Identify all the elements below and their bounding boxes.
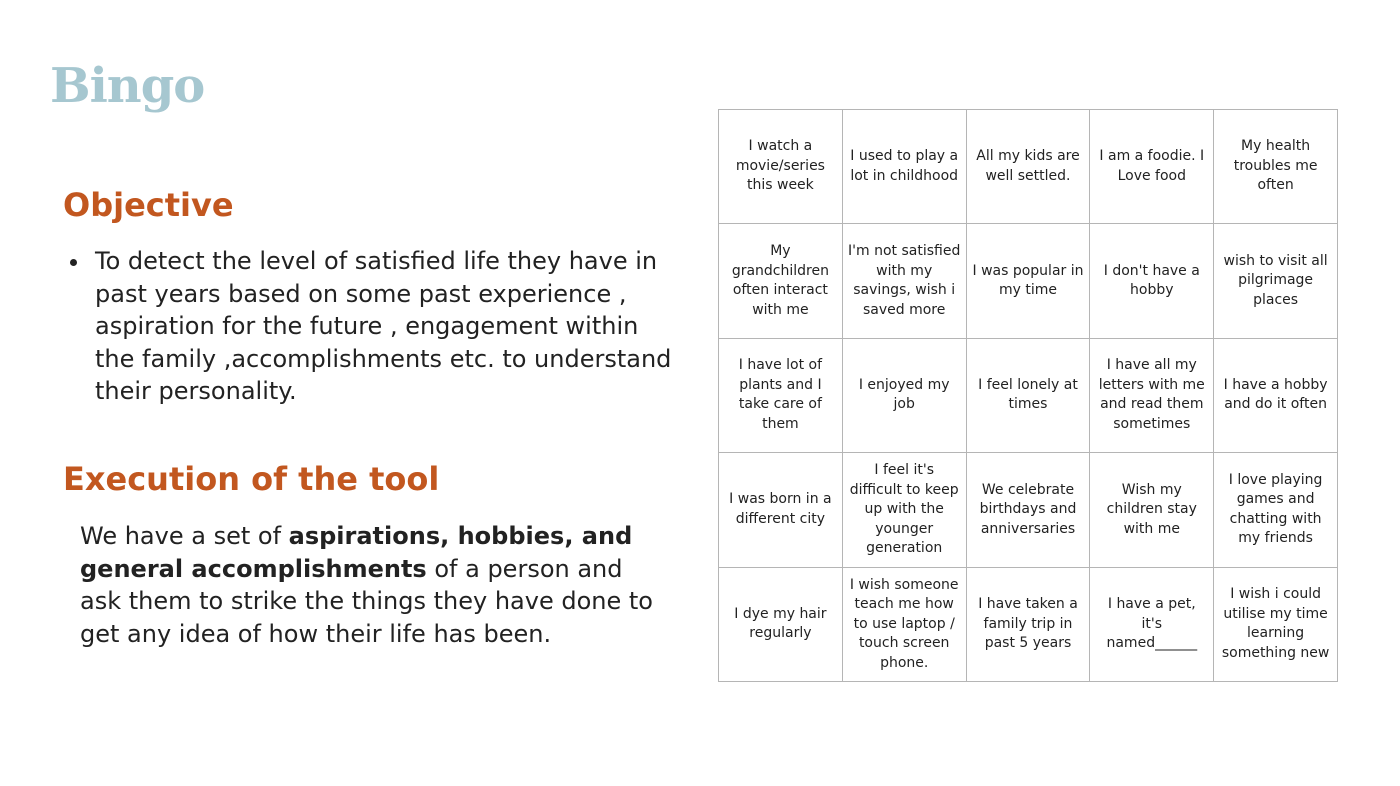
objective-bullet-item	[68, 245, 678, 408]
execution-text-after: of a person and ask them to strike the things they have done to get any idea of how their life has been.	[80, 554, 653, 648]
bingo-cell[interactable]	[1090, 224, 1214, 338]
bingo-cell-text: I love playing games and chatting with my friends	[1228, 471, 1323, 547]
bingo-cell-text: I feel it's difficult to keep up with the younger generation	[849, 462, 959, 557]
bingo-cell-text: I have a pet, it's named______	[1106, 596, 1198, 652]
bingo-cell-text: I have a hobby and do it often	[1223, 376, 1328, 413]
bingo-cell-text: I was born in a different city	[729, 491, 832, 527]
bingo-cell[interactable]	[843, 110, 967, 224]
bingo-cell[interactable]	[1214, 339, 1338, 453]
bingo-cell-text: I don't have a hobby	[1103, 262, 1200, 299]
bingo-grid	[718, 109, 1338, 682]
bingo-cell[interactable]	[1214, 110, 1338, 224]
bingo-cell[interactable]	[843, 568, 967, 682]
bingo-cell[interactable]	[719, 568, 843, 682]
bingo-cell-text: I was popular in my time	[972, 262, 1084, 299]
bingo-cell[interactable]	[967, 110, 1091, 224]
bingo-cell[interactable]	[967, 568, 1091, 682]
bingo-cell-text: I wish someone teach me how to use laptop / touch screen phone.	[849, 576, 959, 671]
bingo-cell-text: I watch a movie/series this week	[735, 138, 825, 194]
objective-heading: Objective	[63, 186, 234, 224]
bingo-cell[interactable]	[967, 224, 1091, 338]
bingo-cell-text: I have all my letters with me and read them sometimes	[1098, 357, 1205, 432]
execution-paragraph	[80, 520, 670, 650]
bingo-cell-text: I used to play a lot in childhood	[850, 148, 959, 184]
bingo-cell-text: I have taken a family trip in past 5 years	[978, 596, 1078, 652]
bingo-cell-text: I am a foodie. I Love food	[1099, 148, 1205, 184]
bingo-cell-text: My health troubles me often	[1233, 138, 1318, 194]
bingo-cell-text: I feel lonely at times	[978, 376, 1078, 413]
bingo-cell-text: My grandchildren often interact with me	[731, 243, 829, 318]
bingo-cell[interactable]	[1214, 568, 1338, 682]
bingo-cell-text: I enjoyed my job	[858, 376, 950, 413]
objective-bullet-text: To detect the level of satisfied life they have in past years based on some past experience , aspiration for the future , engagement within the family ,accomplishments etc. to understand their personality.	[95, 247, 672, 405]
bingo-cell-text: I'm not satisfied with my savings, wish i saved more	[848, 243, 961, 318]
bingo-cell[interactable]	[719, 224, 843, 338]
bingo-cell-text: We celebrate birthdays and anniversaries	[979, 481, 1077, 537]
execution-text-bold: aspirations, hobbies, and general accomplishments	[80, 522, 633, 583]
bingo-cell[interactable]	[719, 453, 843, 567]
bingo-cell[interactable]	[967, 453, 1091, 567]
bingo-cell[interactable]	[843, 339, 967, 453]
bingo-cell[interactable]	[719, 110, 843, 224]
page-title: Bingo	[50, 58, 205, 114]
bingo-cell[interactable]	[1090, 339, 1214, 453]
bingo-cell[interactable]	[843, 453, 967, 567]
bingo-cell-text: wish to visit all pilgrimage places	[1223, 252, 1328, 308]
bingo-cell-text: All my kids are well settled.	[976, 148, 1080, 184]
bingo-cell[interactable]	[1090, 568, 1214, 682]
bingo-cell-text: I have lot of plants and I take care of them	[738, 357, 823, 432]
bingo-cell[interactable]	[967, 339, 1091, 453]
bingo-cell[interactable]	[1214, 224, 1338, 338]
bingo-cell[interactable]	[843, 224, 967, 338]
bingo-cell-text: Wish my children stay with me	[1106, 481, 1197, 537]
objective-bullet-list	[68, 245, 678, 408]
bingo-cell-text: I dye my hair regularly	[734, 605, 827, 642]
execution-text-before: We have a set of	[80, 522, 289, 550]
execution-heading: Execution of the tool	[63, 460, 440, 498]
bingo-cell[interactable]	[1090, 110, 1214, 224]
bingo-cell[interactable]	[719, 339, 843, 453]
bullet-dot-icon	[70, 259, 77, 266]
bingo-cell[interactable]	[1090, 453, 1214, 567]
bingo-cell-text: I wish i could utilise my time learning something new	[1221, 586, 1330, 661]
bingo-cell[interactable]	[1214, 453, 1338, 567]
